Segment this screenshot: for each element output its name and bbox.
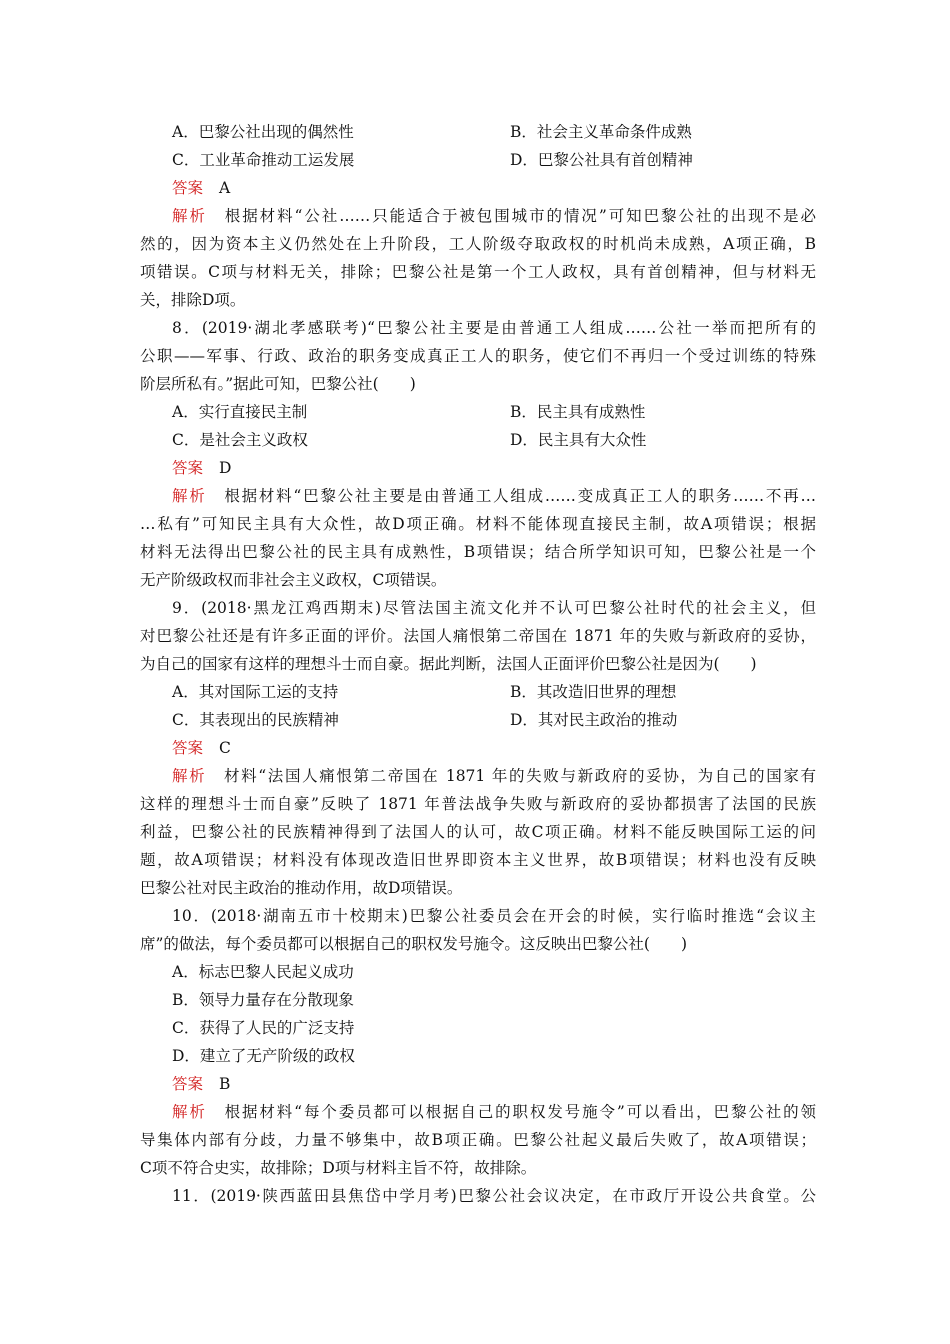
analysis-label: 解析 xyxy=(172,487,207,505)
q7-analysis-line: 项错误。C项与材料无关，排除；巴黎公社是第一个工人政权，具有首创精神，但与材料无 xyxy=(140,263,816,281)
q10-answer xyxy=(172,1070,816,1098)
q10-analysis-line xyxy=(172,1098,816,1126)
q9-answer xyxy=(172,734,816,762)
q7-analysis-line: 关，排除D项。 xyxy=(140,291,246,309)
q8-analysis-line: 无产阶级政权而非社会主义政权，C项错误。 xyxy=(140,571,447,589)
q9-analysis-line: 利益，巴黎公社的民族精神得到了法国人的认可，故C项正确。材料不能反映国际工运的问 xyxy=(140,823,816,841)
q7-option-c: C．工业革命推动工运发展 xyxy=(172,151,355,169)
answer-value: D xyxy=(219,459,232,477)
q8-analysis-line: …私有”可知民主具有大众性，故D项正确。材料不能体现直接民主制，故A项错误；根据 xyxy=(140,515,816,533)
q8-analysis-line: 材料无法得出巴黎公社的民主具有成熟性，B项错误；结合所学知识可知，巴黎公社是一个 xyxy=(140,543,816,561)
q9-analysis-line: 这样的理想斗士而自豪”反映了 1871 年普法战争失败与新政府的妥协都损害了法国的民族 xyxy=(140,795,816,813)
analysis-text: 根据材料“公社……只能适合于被包围城市的情况”可知巴黎公社的出现不是必 xyxy=(222,207,816,225)
q9-analysis-line: 题，故A项错误；材料没有体现改造旧世界即资本主义世界，故B项错误；材料也没有反映 xyxy=(140,851,816,869)
q9-analysis-line xyxy=(172,762,816,790)
q8-option-c: C．是社会主义政权 xyxy=(172,431,308,449)
q9-option-d: D．其对民主政治的推动 xyxy=(510,711,678,729)
q7-option-b: B．社会主义革命条件成熟 xyxy=(510,123,692,141)
answer-label: 答案 xyxy=(172,1075,204,1093)
q7-analysis-line: 然的，因为资本主义仍然处在上升阶段，工人阶级夺取政权的时机尚未成熟，A项正确，B xyxy=(140,235,816,253)
q8-option-d: D．民主具有大众性 xyxy=(510,431,647,449)
q9-option-b: B．其改造旧世界的理想 xyxy=(510,683,677,701)
q9-option-c: C．其表现出的民族精神 xyxy=(172,711,339,729)
q10-stem-line: 10．(2018·湖南五市十校期末)巴黎公社委员会在开会的时候，实行临时推选“会议主 xyxy=(172,907,816,925)
answer-label: 答案 xyxy=(172,459,204,477)
q9-option-a: A．其对国际工运的支持 xyxy=(172,683,339,701)
q8-stem-line: 公职——军事、行政、政治的职务变成真正工人的职务，使它们不再归一个受过训练的特殊 xyxy=(140,347,816,365)
q7-option-d: D．巴黎公社具有首创精神 xyxy=(510,151,693,169)
q8-stem-line: 8．(2019·湖北孝感联考)“巴黎公社主要是由普通工人组成……公社一举而把所有的 xyxy=(172,319,816,337)
analysis-label: 解析 xyxy=(172,1103,207,1121)
answer-label: 答案 xyxy=(172,179,204,197)
q10-stem-line: 席”的做法，每个委员都可以根据自己的职权发号施令。这反映出巴黎公社( ) xyxy=(140,935,688,953)
q9-stem-line: 对巴黎公社还是有许多正面的评价。法国人痛恨第二帝国在 1871 年的失败与新政府的妥协， xyxy=(140,627,816,645)
q11-stem-line: 11．(2019·陕西蓝田县焦岱中学月考)巴黎公社会议决定，在市政厅开设公共食堂。公 xyxy=(172,1187,816,1205)
q8-option-a: A．实行直接民主制 xyxy=(172,403,308,421)
q9-analysis-line: 巴黎公社对民主政治的推动作用，故D项错误。 xyxy=(140,879,463,897)
q8-option-b: B．民主具有成熟性 xyxy=(510,403,646,421)
analysis-text: 根据材料“每个委员都可以根据自己的职权发号施令”可以看出，巴黎公社的领 xyxy=(222,1103,816,1121)
answer-value: B xyxy=(219,1075,231,1093)
q8-analysis-line xyxy=(172,482,816,510)
q9-stem-line: 9．(2018·黑龙江鸡西期末)尽管法国主流文化并不认可巴黎公社时代的社会主义，但 xyxy=(172,599,816,617)
analysis-label: 解析 xyxy=(172,767,207,785)
answer-label: 答案 xyxy=(172,739,204,757)
q10-option-a: A．标志巴黎人民起义成功 xyxy=(172,963,354,981)
analysis-text: 根据材料“巴黎公社主要是由普通工人组成……变成真正工人的职务……不再… xyxy=(222,487,816,505)
q10-analysis-line: C项不符合史实，故排除；D项与材料主旨不符，故排除。 xyxy=(140,1159,537,1177)
answer-value: C xyxy=(219,739,231,757)
q7-answer xyxy=(172,174,816,202)
q10-option-c: C．获得了人民的广泛支持 xyxy=(172,1019,355,1037)
q7-option-a: A．巴黎公社出现的偶然性 xyxy=(172,123,354,141)
q9-stem-line: 为自己的国家有这样的理想斗士而自豪。据此判断，法国人正面评价巴黎公社是因为( ) xyxy=(140,655,757,673)
q8-answer xyxy=(172,454,816,482)
analysis-label: 解析 xyxy=(172,207,207,225)
q8-stem-line: 阶层所私有。”据此可知，巴黎公社( ) xyxy=(140,375,416,393)
analysis-text: 材料“法国人痛恨第二帝国在 1871 年的失败与新政府的妥协，为自己的国家有 xyxy=(222,767,816,785)
q10-option-d: D．建立了无产阶级的政权 xyxy=(172,1047,355,1065)
q7-analysis-line xyxy=(172,202,816,230)
q10-analysis-line: 导集体内部有分歧，力量不够集中，故B项正确。巴黎公社起义最后失败了，故A项错误； xyxy=(140,1131,816,1149)
answer-value: A xyxy=(219,179,231,197)
q10-option-b: B．领导力量存在分散现象 xyxy=(172,991,354,1009)
